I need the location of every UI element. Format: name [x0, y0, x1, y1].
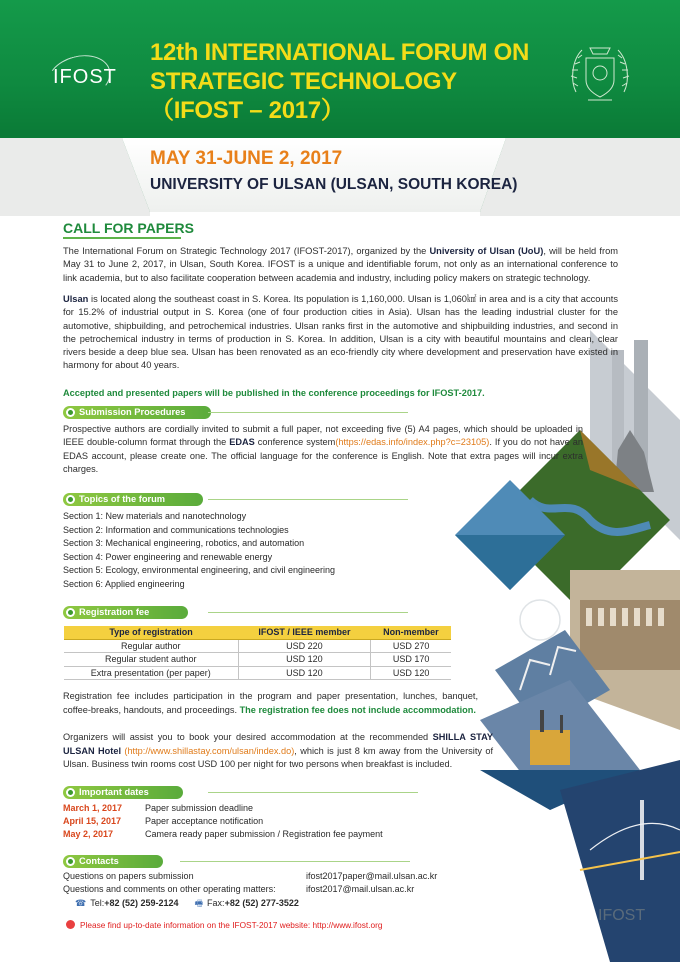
column-header: IFOST / IEEE member: [238, 626, 371, 639]
table-cell: Regular author: [64, 639, 238, 653]
ulsan-paragraph: [63, 293, 618, 373]
heart-bullet-icon: [66, 920, 75, 929]
heading-rule: [208, 612, 408, 613]
table-cell: Extra presentation (per paper): [64, 666, 238, 680]
contact-row: Questions and comments on other operating matters: ifost2017@mail.ulsan.ac.kr: [63, 883, 415, 894]
heading-rule: [208, 499, 408, 500]
table-cell: Regular student author: [64, 653, 238, 667]
list-item: [63, 828, 383, 841]
forum-title: [150, 38, 529, 125]
table-cell: USD 120: [371, 666, 451, 680]
event-venue: UNIVERSITY OF ULSAN (ULSAN, SOUTH KOREA): [150, 176, 518, 193]
hotel-paragraph: Organizers will assist you to book your desired accommodation at the recommended SHILLA STAY ULSAN Hotel (http://www.shillastay.com/ulsan/index.do), which is just 8 km away from the University of Ulsan. Business twin rooms cost USD 100 per night for two persons when breakfast is included.: [63, 732, 494, 769]
university-seal-emblem: [568, 40, 632, 108]
edas-link[interactable]: (https://edas.info/index.php?c=23105): [335, 437, 490, 448]
important-dates-list: [63, 802, 383, 840]
ifost-logo: [53, 66, 117, 89]
registration-note: Registration fee includes participation in the program and paper presentation, lunches, banquet, coffee-breaks, handouts, and proceedings. The registration fee does not include accommodation.: [63, 691, 478, 715]
contacts-heading: Contacts: [63, 855, 163, 868]
table-cell: USD 120: [238, 666, 371, 680]
heading-rule: [180, 861, 410, 862]
tel-number: +82 (52) 259-2124: [104, 898, 179, 908]
event-dates: MAY 31-JUNE 2, 2017: [150, 148, 343, 169]
bullet-icon: [66, 788, 75, 797]
table-row: [64, 666, 451, 680]
dates-ribbon-shape: [0, 130, 680, 220]
date-value: May 2, 2017: [63, 828, 114, 839]
date-value: March 1, 2017: [63, 803, 123, 813]
intro-paragraph: [63, 245, 618, 285]
table-cell: USD 270: [371, 639, 451, 653]
list-item: Section 3: Mechanical engineering, robotics, and automation: [63, 538, 305, 549]
list-item: [63, 815, 383, 828]
intro-text-a: The International Forum on Strategic Technology 2017 (IFOST-2017), organized by the: [63, 246, 430, 256]
hotel-name: SHILLA STAY ULSAN Hotel: [63, 732, 493, 756]
bridge-photo: [560, 760, 680, 962]
header-banner: [0, 0, 680, 138]
bullet-icon: [66, 408, 75, 417]
contact-row: Questions on papers submission ifost2017paper@mail.ulsan.ac.kr: [63, 871, 438, 881]
phone-row: ☎ Tel: +82 (52) 259-2124 🖷 Fax: +82 (52) 277-3522: [75, 898, 299, 908]
list-item: [63, 802, 383, 815]
ulsan-text: is located along the southeast coast in S. Korea. Its population is 1,160,000. Ulsan is 1,060㎢ in area and is a city that accounts for 15.2% of industrial output in S. Korea (one of four production cities in Asia). Ulsan has the leading industrial cluster for the automotive, shipbuilding, and petrochemical industries. Ulsan ranks first in the automotive and shipbuilding industries, and second in the petrochemical industry in terms of production in S. Korea. In addition, Ulsan is a city with beautiful mountains and clean, clear rivers beside a deep blue sea. Ulsan has been renovated as an eco-friendly city where development and preservation have existed in harmony for about 40 years.: [63, 294, 618, 371]
heading-rule: [208, 792, 418, 793]
ulsan-bold: Ulsan: [63, 294, 89, 304]
date-desc: Camera ready paper submission / Registration fee payment: [145, 828, 383, 839]
column-header: Non-member: [371, 626, 451, 639]
column-header: Type of registration: [64, 626, 238, 639]
paper-email-link[interactable]: ifost2017paper@mail.ulsan.ac.kr: [306, 871, 438, 881]
title-line-1: 12th INTERNATIONAL FORUM ON: [150, 39, 530, 66]
date-desc: Paper submission deadline: [145, 803, 254, 813]
registration-heading: Registration fee: [63, 606, 188, 619]
list-item: Section 1: New materials and nanotechnology: [63, 511, 247, 521]
heading-rule: [208, 412, 408, 413]
submission-paragraph: Prospective authors are cordially invited to submit a full paper, not exceeding five (5) A4 pages, which should be uploaded in IEEE double-column format through the EDAS conference system(https://edas.info/index.php?c=23105). If you do not have an EDAS account, please create one. The official language for the conference is English. Note that extra pages will incur extra charges.: [63, 424, 583, 474]
intro-text-b: , will be held from May 31 to June 2, 2017, in Ulsan, South Korea. IFOST is a unique and identifiable forum, not only as an international conference to link academia, but to also facilitate cooperation between academia and industry, including policy makers on strategic technology.: [63, 246, 618, 283]
list-item: Section 4: Power engineering and renewable energy: [63, 551, 273, 562]
table-cell: USD 220: [238, 639, 371, 653]
general-email-link[interactable]: ifost2017@mail.ulsan.ac.kr: [306, 883, 415, 894]
title-line-3: （IFOST – 2017）: [150, 97, 345, 124]
call-for-papers-title: CALL FOR PAPERS: [63, 220, 194, 236]
phone-icon: ☎: [75, 898, 87, 908]
table-row: [64, 653, 451, 667]
list-item: Section 5: Ecology, environmental engineering, and civil engineering: [63, 565, 336, 576]
website-note: Please find up-to-date information on the IFOST-2017 website: http://www.ifost.org: [66, 920, 383, 930]
table-row: [64, 639, 451, 653]
hotel-link[interactable]: (http://www.shillastay.com/ulsan/index.do): [121, 745, 295, 756]
bullet-icon: [66, 608, 75, 617]
table-header-row: [64, 626, 451, 639]
bullet-icon: [66, 495, 75, 504]
fax-icon: 🖷: [194, 898, 204, 908]
list-item: Section 6: Applied engineering: [63, 578, 185, 589]
table-cell: USD 120: [238, 653, 371, 667]
important-dates-heading: Important dates: [63, 786, 183, 799]
logo-text: IFOST: [53, 66, 117, 88]
edas-bold: EDAS: [229, 437, 255, 448]
intro-bold-uou: University of Ulsan (UoU): [429, 246, 544, 256]
date-value: April 15, 2017: [63, 815, 122, 826]
topics-list: [63, 510, 335, 592]
logo-arc: [42, 48, 115, 107]
date-desc: Paper acceptance notification: [145, 815, 264, 826]
bullet-icon: [66, 857, 75, 866]
registration-fee-table: [64, 626, 451, 680]
submission-procedures-heading: Submission Procedures: [63, 406, 211, 419]
title-line-2: STRATEGIC TECHNOLOGY: [150, 68, 457, 95]
proceedings-note: Accepted and presented papers will be published in the conference proceedings for IFOST-2017.: [63, 388, 485, 398]
contacts-block: [63, 870, 437, 910]
table-cell: USD 170: [371, 653, 451, 667]
topics-heading: Topics of the forum: [63, 493, 203, 506]
call-title-underline: [63, 237, 181, 239]
fax-number: +82 (52) 277-3522: [224, 898, 299, 908]
list-item: Section 2: Information and communications technologies: [63, 524, 289, 535]
footer-ifost-logo: IFOST: [598, 907, 646, 924]
no-accommodation-note: The registration fee does not include accommodation.: [239, 705, 476, 715]
